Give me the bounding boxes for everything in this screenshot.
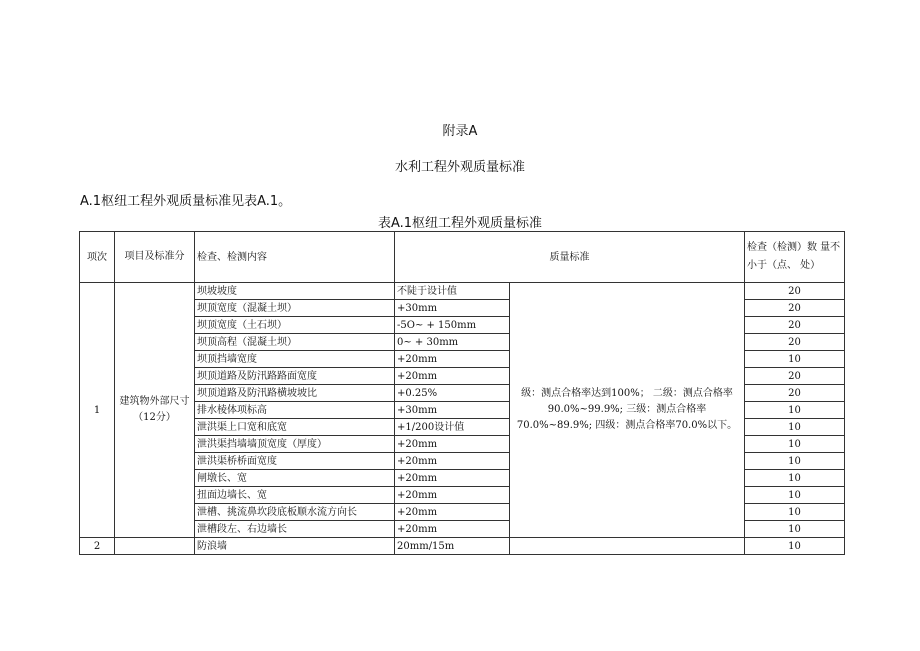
row-count: 10 [745,521,845,538]
row-count: 20 [745,334,845,351]
row-item: 扭面边墙长、宽 [195,487,395,504]
group1-no: 1 [80,283,115,538]
row-count: 10 [745,436,845,453]
row-count: 20 [745,368,845,385]
row-item: 泄洪渠桥桥面宽度 [195,453,395,470]
row-value: +20mm [395,470,510,487]
header-row [80,232,845,283]
row-value: +20mm [395,436,510,453]
row-value: +20mm [395,487,510,504]
row-count: 10 [745,487,845,504]
row-item: 坝坡坡度 [195,283,395,300]
header-count: 检查（检测）数 量不小于（点、 处） [745,232,845,283]
appendix-title: 附录A [442,124,478,139]
row-value: +20mm [395,504,510,521]
row-item: 防浪墙 [195,538,395,555]
row-item: 坝顶挡墙宽度 [195,351,395,368]
row-item: 坝顶高程（混凝土坝） [195,334,395,351]
row-count: 10 [745,538,845,555]
row-item: 泄洪渠上口宽和底宽 [195,419,395,436]
row-value: +20mm [395,368,510,385]
row-value: 不陡于设计值 [395,283,510,300]
row-item: 泄槽段左、右边墙长 [195,521,395,538]
row-count: 20 [745,283,845,300]
row-count: 10 [745,402,845,419]
row-value: -5O~ + 150mm [395,317,510,334]
intro-text: A.1枢纽工程外观质量标准见表A.1。 [80,194,292,209]
row-count: 20 [745,385,845,402]
row-item: 泄槽、挑流鼻坎段底板顺水流方向长 [195,504,395,521]
table-caption: 表A.1枢纽工程外观质量标准 [377,216,543,231]
row-item: 闸墩长、宽 [195,470,395,487]
row-item: 坝顶宽度（混凝土坝） [195,300,395,317]
header-project: 项目及标准分 [115,232,195,283]
row-value: 0~ + 30mm [395,334,510,351]
row-value: +20mm [395,453,510,470]
header-item: 检查、检测内容 [195,232,395,283]
group2-no: 2 [80,538,115,555]
table-row [80,283,845,300]
row-count: 10 [745,453,845,470]
row-value: +1/200设计值 [395,419,510,436]
table-row [80,538,845,555]
group2-standard [510,538,745,555]
row-count: 20 [745,317,845,334]
header-no: 项次 [80,232,115,283]
row-item: 坝顶宽度（土石坝） [195,317,395,334]
quality-standard-table [79,231,845,555]
row-count: 10 [745,470,845,487]
row-count: 20 [745,300,845,317]
row-value: +0.25% [395,385,510,402]
row-value: +30mm [395,402,510,419]
group1-project: 建筑物外部尺寸 （12分） [115,283,195,538]
row-count: 10 [745,351,845,368]
row-item: 坝顶道路及防汛路横坡坡比 [195,385,395,402]
row-item: 泄洪渠挡墙墙顶宽度（厚度） [195,436,395,453]
row-value: +20mm [395,521,510,538]
row-count: 10 [745,504,845,521]
row-value: +30mm [395,300,510,317]
row-value: 20mm/15m [395,538,510,555]
group1-standard: 级：测点合格率达到100%； 二级：测点合格率90.0%~99.9%; 三级：测点合格率70.0%~89.9%; 四级：测点合格率70.0%以下。 [510,283,745,538]
group2-project [115,538,195,555]
appendix-subtitle: 水利工程外观质量标准 [394,160,525,175]
row-value: +20mm [395,351,510,368]
row-item: 排水棱体项标高 [195,402,395,419]
row-count: 10 [745,419,845,436]
header-standard: 质量标准 [395,232,745,283]
row-item: 坝顶道路及防汛路路面宽度 [195,368,395,385]
